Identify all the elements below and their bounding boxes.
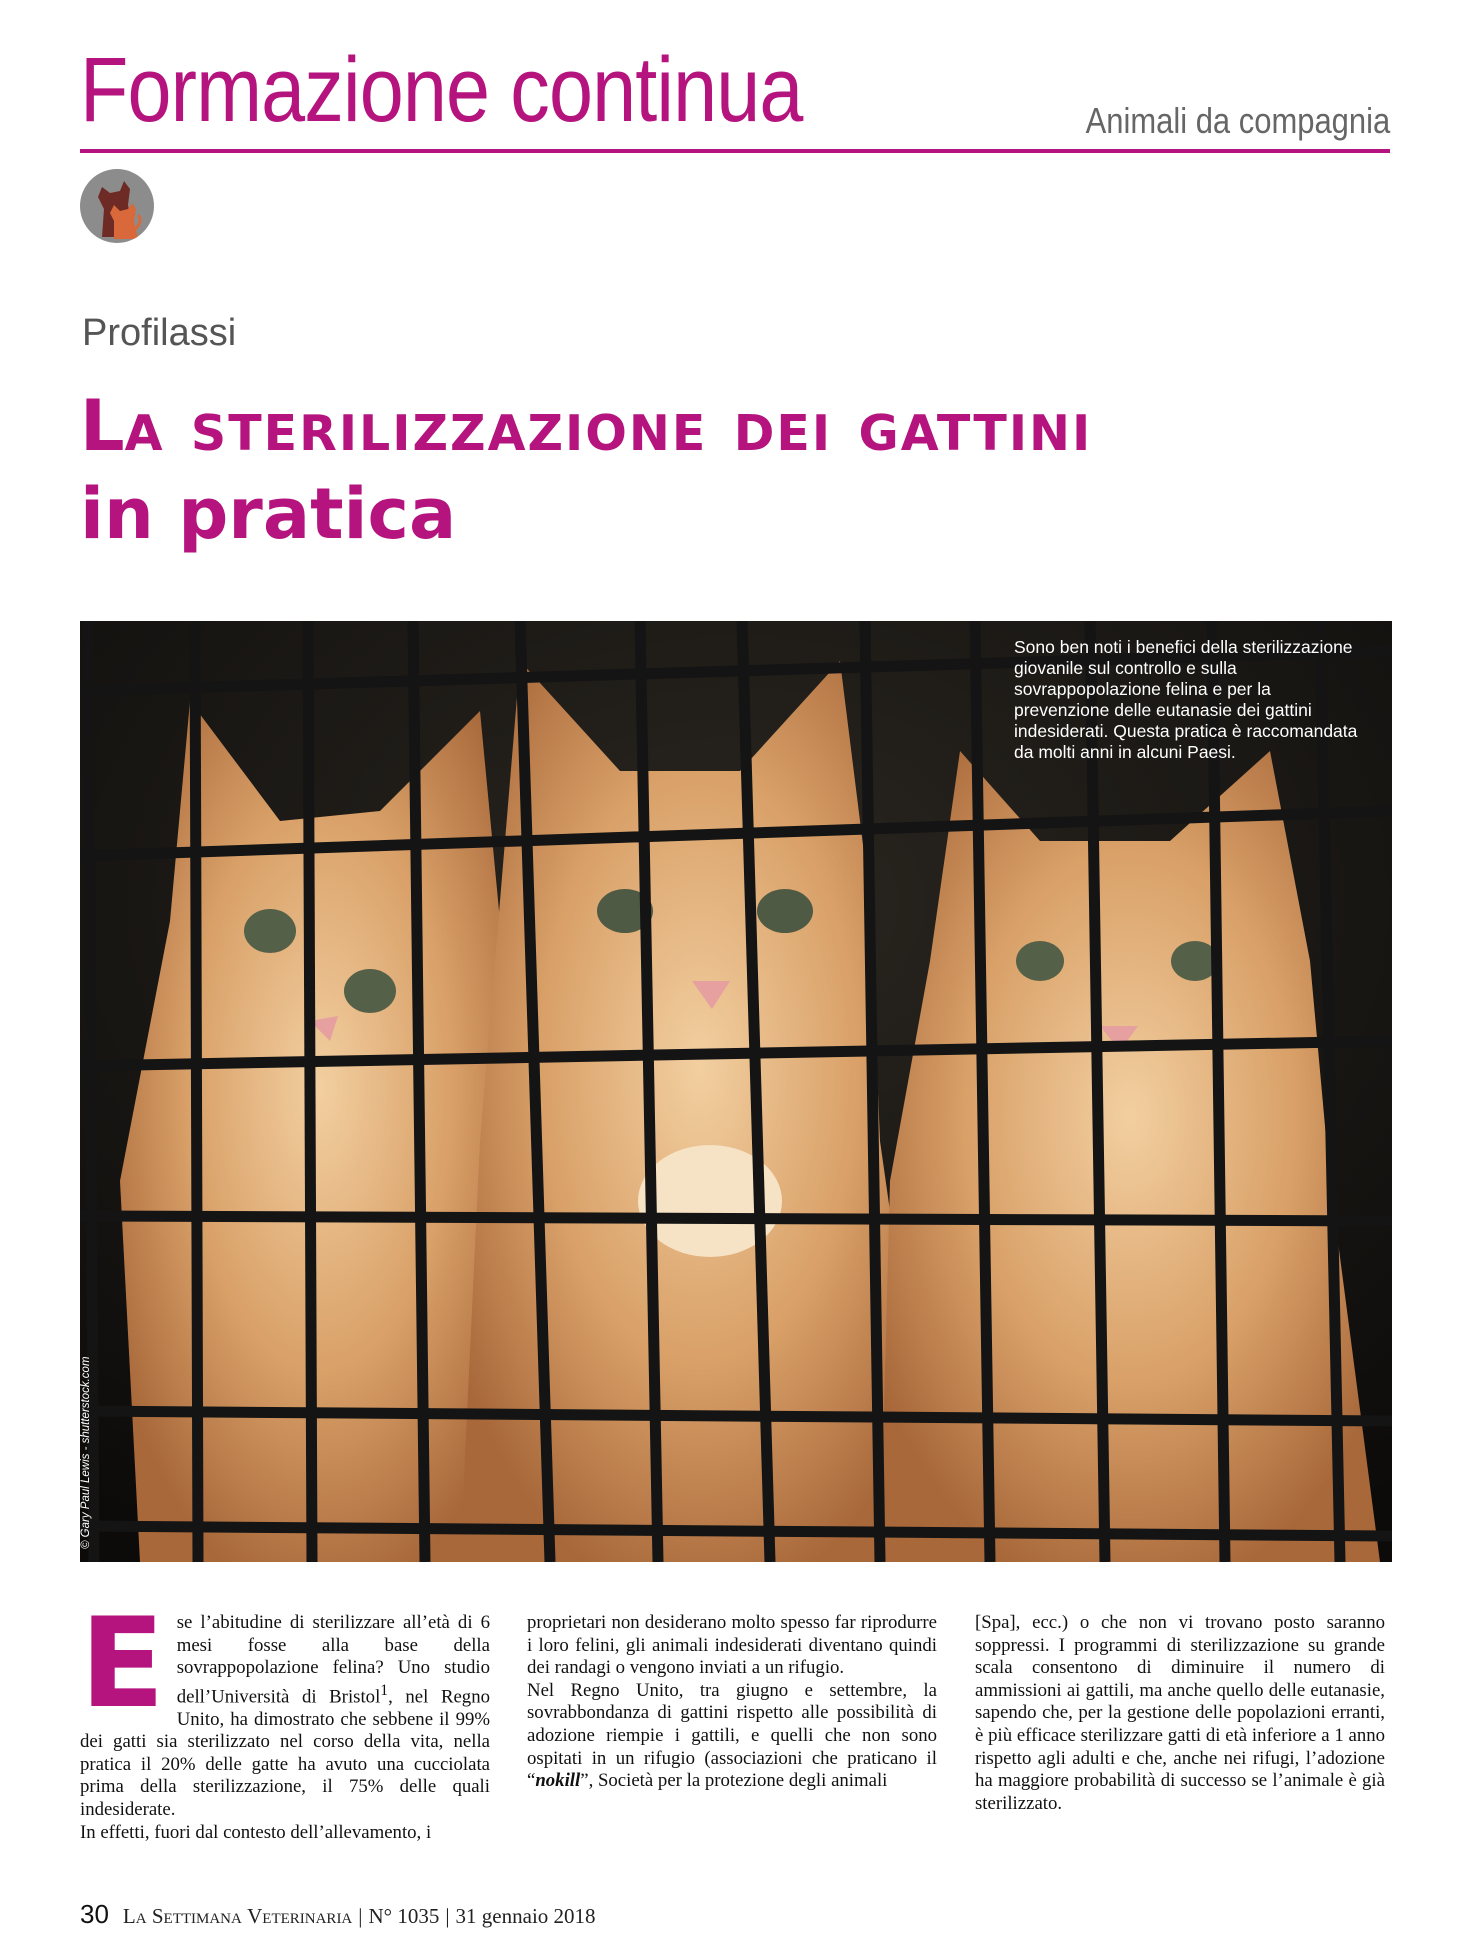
- body-text: ”, Società per la protezione degli animali: [580, 1770, 888, 1792]
- nokill-term: nokill: [535, 1770, 581, 1792]
- magazine-name: [123, 1904, 352, 1928]
- body-text: se l’abitudine di sterilizzare all’età di 6 mesi fosse alla base della sovrappopolazione felina? Uno studio dell’Università di Bristol: [176, 1612, 490, 1708]
- body-text: Nel Regno Unito, tra giugno e settembre, la sovrabbondanza di gattini rispetto alle possibilità di adozione riempie i gattili, e quelli che non sono ospitati in un rifugio (associazioni che praticano il “: [527, 1679, 937, 1792]
- cat-dog-icon: [80, 169, 154, 243]
- body-paragraph-1: [80, 1592, 490, 1822]
- body-column-2: [527, 1612, 937, 1793]
- magazine-cap: S: [151, 1904, 164, 1928]
- issue-date: 31 gennaio 2018: [455, 1904, 596, 1928]
- magazine-text: a: [135, 1904, 152, 1928]
- magazine-text: ettimana: [163, 1904, 248, 1928]
- article-kicker: Profilassi: [82, 312, 237, 354]
- magazine-cap: V: [247, 1904, 263, 1928]
- body-paragraph-3: proprietari non desiderano molto spesso far riprodurre i loro felini, gli animali indesiderati diventano quindi dei randagi o vengono inviati a un rifugio.: [527, 1612, 937, 1679]
- photo-credit: © Gary Paul Lewis - shutterstock.com: [80, 1356, 92, 1549]
- magazine-cap: L: [122, 1904, 136, 1928]
- body-text: , nel Regno Unito, ha dimostrato che sebbene il 99% dei gatti sia sterilizzato nel corso della vita, nella pratica il 20% delle gatte ha avuto una cucciolata prima della sterilizzazione, il 75% delle quali indesiderate.: [80, 1686, 490, 1821]
- title-line-2: in pratica: [80, 473, 457, 555]
- article-title: [80, 382, 1390, 558]
- page-number: 30: [80, 1899, 109, 1929]
- drop-cap: E: [80, 1592, 165, 1736]
- body-paragraph-2: In effetti, fuori dal contesto dell’allevamento, i: [80, 1821, 432, 1843]
- magazine-text: eterinaria: [262, 1904, 353, 1928]
- header-rule: [80, 149, 1390, 153]
- issue-number: N° 1035: [368, 1904, 440, 1928]
- section-subtitle: Animali da compagnia: [1085, 100, 1390, 141]
- page-footer: 30 La Settimana Veterinaria | N° 1035 | 31 gennaio 2018: [80, 1899, 596, 1929]
- kitten-left: [120, 701, 520, 1562]
- title-capital: L: [80, 385, 125, 467]
- footnote-ref: 1: [380, 1681, 389, 1699]
- body-column-1: [80, 1592, 490, 1844]
- body-column-3: [975, 1612, 1385, 1815]
- title-line-1: a sterilizzazione dei gattini: [124, 385, 1093, 467]
- section-title: Formazione continua: [80, 39, 803, 141]
- photo-caption: Sono ben noti i benefici della sterilizzazione giovanile sul controllo e sulla sovrappopolazione felina e per la prevenzione delle eutanasie dei gattini indesiderati. Questa pratica è raccomandata da molti anni in alcuni Paesi.: [1014, 637, 1358, 762]
- body-paragraph-5: [Spa], ecc.) o che non vi trovano posto saranno soppressi. I programmi di sterilizzazione su grande scala consentono di diminuire il numero di ammissioni ai gattili, ma anche quello delle eutanasie, sapendo che, per la gestione delle popolazioni erranti, è più efficace sterilizzare gatti di età inferiore a 1 anno rispetto agli adulti e che, anche nei rifugi, l’adozione ha maggiore probabilità di successo se l’animale è già sterilizzato.: [975, 1612, 1385, 1814]
- body-paragraph-4: [527, 1680, 937, 1793]
